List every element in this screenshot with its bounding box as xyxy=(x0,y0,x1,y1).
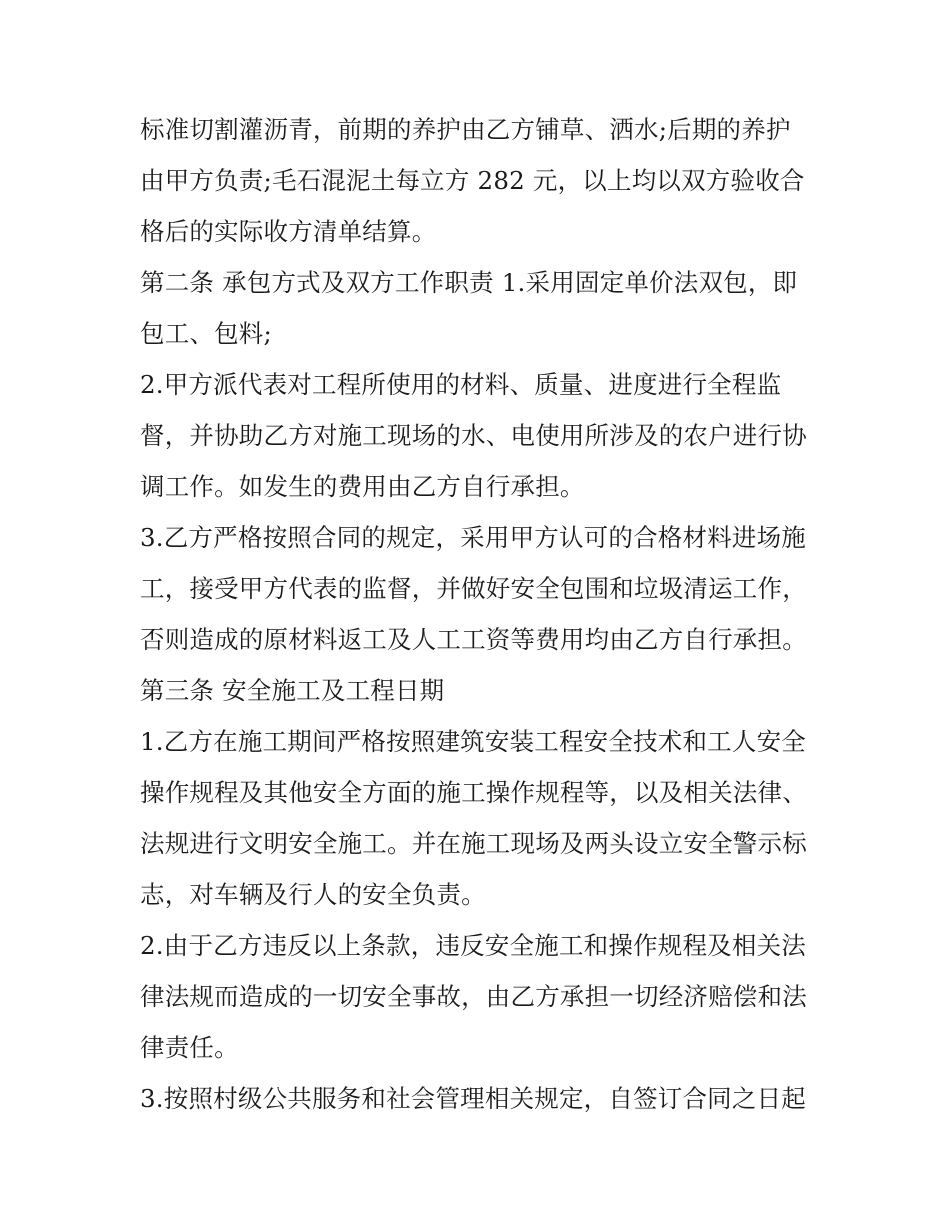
text-line: 由甲方负责;毛石混泥土每立方 282 元，以上均以双方验收合 xyxy=(140,166,805,195)
text-line: 2.甲方派代表对工程所使用的材料、质量、进度进行全程监 xyxy=(140,370,782,399)
text-line: 格后的实际收方清单结算。 xyxy=(140,217,437,246)
text-line: 标准切割灌沥青，前期的养护由乙方铺草、洒水;后期的养护 xyxy=(140,115,791,144)
text-line: 督，并协助乙方对施工现场的水、电使用所涉及的农户进行协 xyxy=(140,421,807,450)
text-line: 律法规而造成的一切安全事故，由乙方承担一切经济赔偿和法 xyxy=(140,982,807,1011)
text-line: 志，对车辆及行人的安全负责。 xyxy=(140,880,486,909)
text-line: 调工作。如发生的费用由乙方自行承担。 xyxy=(140,472,585,501)
text-line: 3.乙方严格按照合同的规定，采用甲方认可的合格材料进场施 xyxy=(140,523,806,552)
text-line: 法规进行文明安全施工。并在施工现场及两头设立安全警示标 xyxy=(140,829,807,858)
text-line: 工，接受甲方代表的监督，并做好安全包围和垃圾清运工作， xyxy=(140,574,807,603)
text-line: 包工、包料; xyxy=(140,319,272,348)
text-line: 3.按照村级公共服务和社会管理相关规定，自签订合同之日起 xyxy=(140,1084,806,1113)
section-heading: 第二条 承包方式及双方工作职责 1.采用固定单价法双包，即 xyxy=(140,268,798,297)
text-line: 2.由于乙方违反以上条款，违反安全施工和操作规程及相关法 xyxy=(140,931,806,960)
text-line: 1.乙方在施工期间严格按照建筑安装工程安全技术和工人安全 xyxy=(140,727,806,756)
text-line: 否则造成的原材料返工及人工工资等费用均由乙方自行承担。 xyxy=(140,625,807,654)
text-line: 律责任。 xyxy=(140,1033,239,1062)
section-heading: 第三条 安全施工及工程日期 xyxy=(140,676,445,705)
text-line: 操作规程及其他安全方面的施工操作规程等，以及相关法律、 xyxy=(140,778,807,807)
